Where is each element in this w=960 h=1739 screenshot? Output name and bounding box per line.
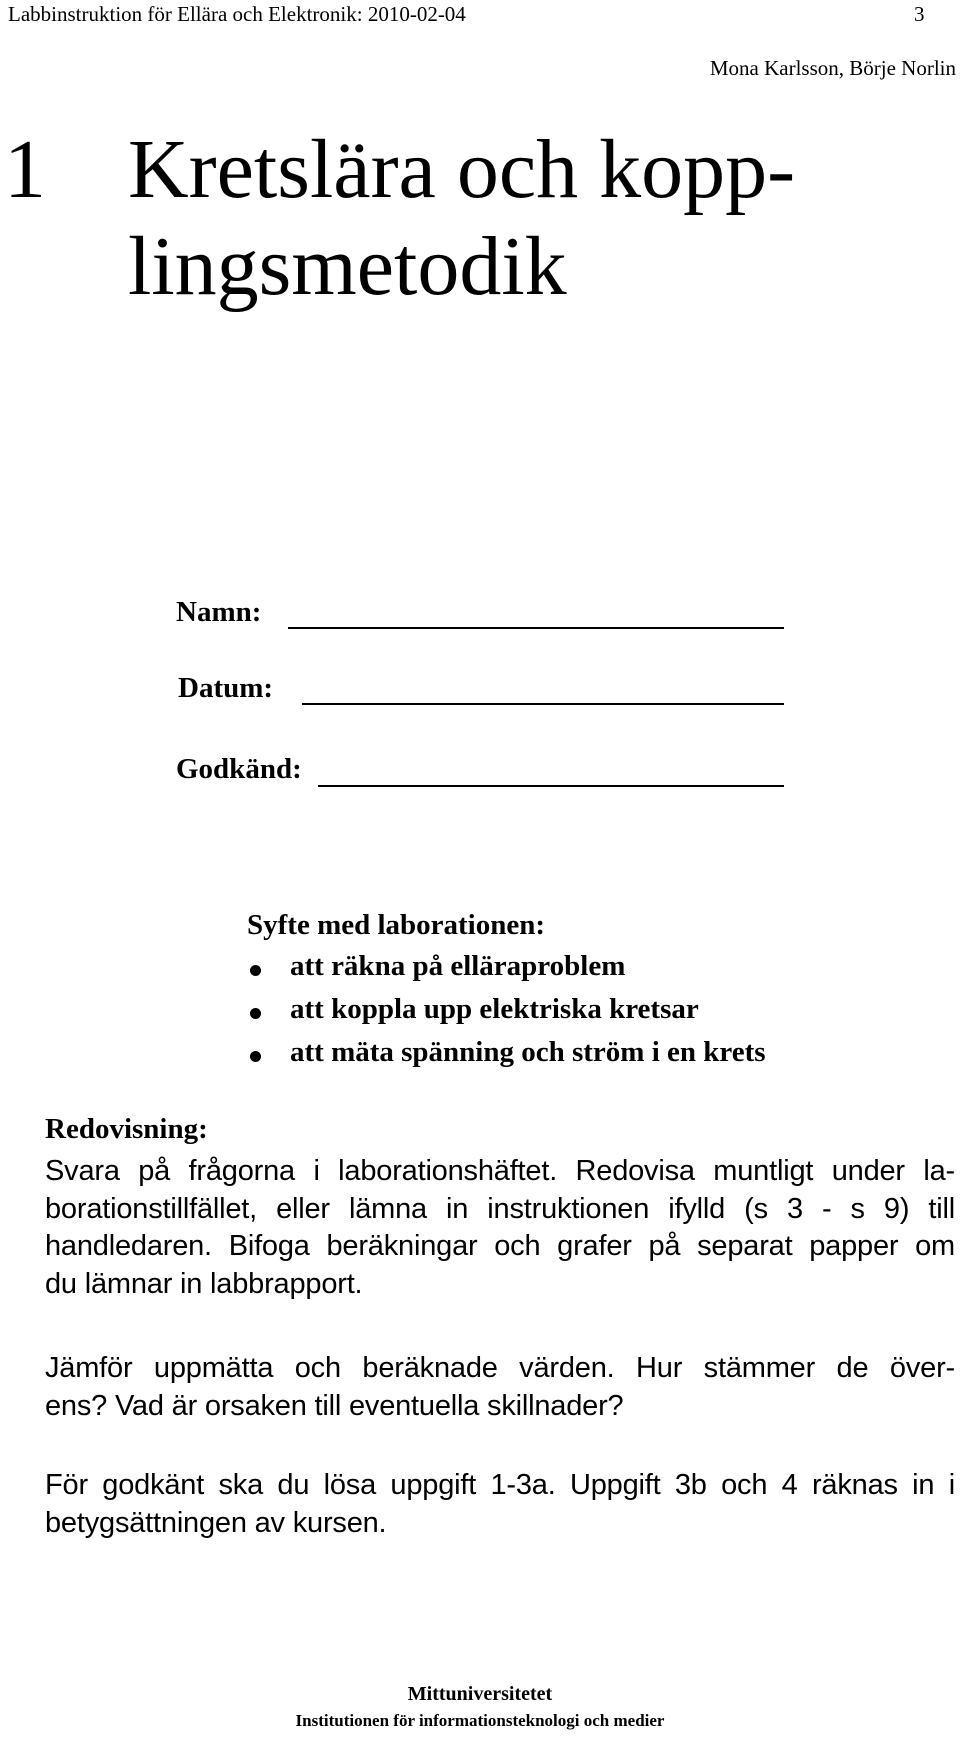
header-title: Labbinstruktion för Ellära och Elektronik: 2010-02-04 [8, 2, 466, 26]
chapter-number: 1 [4, 123, 46, 216]
footer-institution: Institutionen för informationsteknologi och medier [295, 1711, 665, 1730]
date-field-line[interactable] [302, 703, 784, 705]
chapter-title-line1: Kretslära och kopp- [128, 123, 796, 216]
reporting-title: Redovisning: [45, 1113, 208, 1145]
text-line: För godkänt ska du lösa uppgift 1-3a. Uppgift 3b och 4 räknas in i [45, 1469, 955, 1501]
text-line: borationstillfället, eller lämna in instruktionen ifylld (s 3 - s 9) till [45, 1192, 955, 1225]
page-number: 3 [914, 2, 925, 26]
text-line: betygsättningen av kursen. [45, 1506, 387, 1539]
text-line: Jämför uppmätta och beräknade värden. Hur stämmer de över- [45, 1352, 955, 1384]
header-authors: Mona Karlsson, Börje Norlin [709, 56, 956, 80]
text-line: du lämnar in labbrapport. [45, 1267, 363, 1300]
purpose-item: att räkna på elläraproblem [290, 950, 626, 982]
text-line: ens? Vad är orsaken till eventuella skillnader? [45, 1389, 624, 1422]
name-field-line[interactable] [288, 627, 784, 629]
purpose-title: Syfte med laborationen: [247, 909, 546, 941]
text-line: handledaren. Bifoga beräkningar och grafer på separat papper om [45, 1230, 955, 1262]
text-line: Svara på frågorna i laborationshäftet. Redovisa muntligt under la- [45, 1155, 955, 1187]
bullet-icon [250, 1051, 261, 1062]
date-label: Datum: [178, 672, 274, 704]
purpose-item: att mäta spänning och ström i en krets [290, 1036, 766, 1068]
reporting-paragraph-1 [45, 1153, 955, 1303]
footer-organization: Mittuniversitetet [407, 1683, 553, 1705]
bullet-icon [250, 965, 261, 976]
reporting-paragraph-3 [45, 1467, 955, 1542]
reporting-paragraph-2 [45, 1350, 955, 1425]
bullet-icon [250, 1008, 261, 1019]
approved-label: Godkänd: [176, 753, 302, 785]
purpose-item: att koppla upp elektriska kretsar [290, 993, 699, 1025]
approved-field-line[interactable] [318, 785, 784, 787]
chapter-title-line2: lingsmetodik [128, 220, 567, 313]
name-label: Namn: [176, 596, 262, 628]
